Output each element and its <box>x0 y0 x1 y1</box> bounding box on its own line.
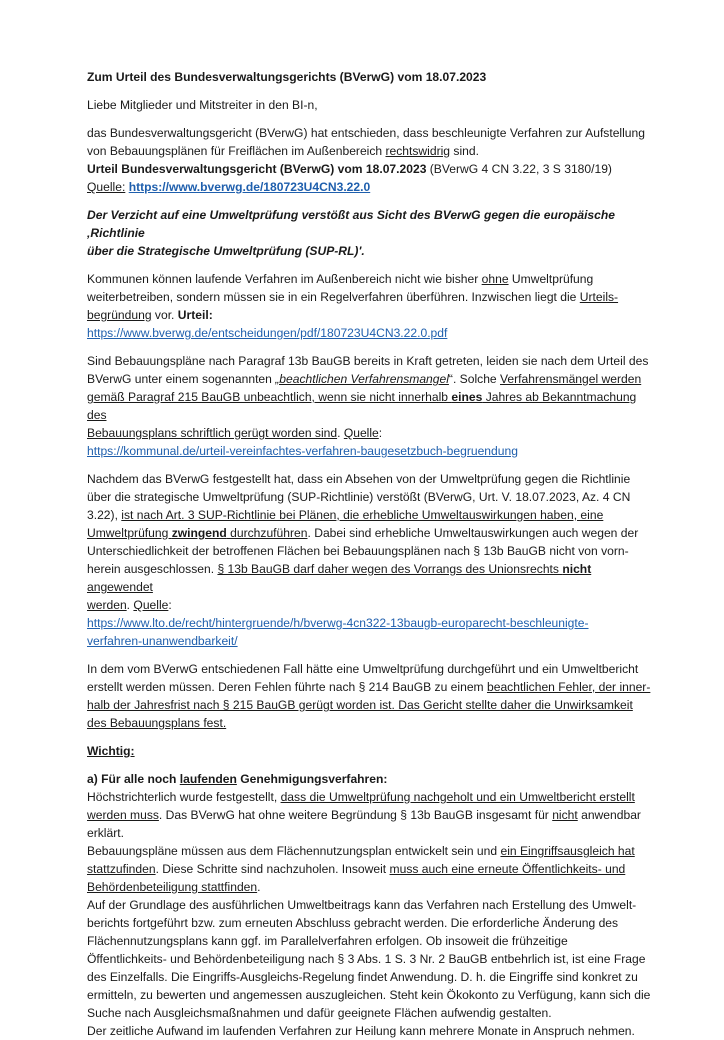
paragraph-intro: das Bundesverwaltungsgericht (BVerwG) hat entschieden, dass beschleunigte Verfahren zur Aufstellung von Bebauungsplänen für Freiflächen im Außenbereich rechtswidrig sind. Urteil Bundesverwaltungsgericht (BVerwG) vom 18.07.2023 (BVerwG 4 CN 3.22, 3 S 3180/19) Quelle: https://www.bverwg.de/180723U4CN3.22.0 <box>87 126 645 194</box>
lto-source-link-line1[interactable]: https://www.lto.de/recht/hintergruende/h/bverwg-4cn322-13baugb-europarecht-beschleunigte- <box>87 616 589 630</box>
quelle-label: Quelle: <box>87 180 126 194</box>
kommunal-source-link[interactable]: https://kommunal.de/urteil-vereinfachtes-verfahren-baugesetzbuch-begruendung <box>87 444 518 458</box>
section-a-heading: a) Für alle noch laufenden Genehmigungsverfahren: <box>87 772 388 786</box>
lto-source-link-line2[interactable]: verfahren-unanwendbarkeit/ <box>87 634 238 648</box>
paragraph-kommunen: Kommunen können laufende Verfahren im Außenbereich nicht wie bisher ohne Umweltprüfung weiterbetreiben, sondern müssen sie in ein Regelverfahren überführen. Inzwischen liegt die Urteils- begründung vor. Urteil: https://www.bverwg.de/entscheidungen/pdf/180723U4CN3.22.0.pdf <box>87 272 619 340</box>
document-title: Zum Urteil des Bundesverwaltungsgerichts (BVerwG) vom 18.07.2023 <box>87 70 487 84</box>
urteil-label: Urteil Bundesverwaltungsgericht (BVerwG) vom 18.07.2023 <box>87 162 427 176</box>
paragraph-emphasis: Der Verzicht auf eine Umweltprüfung verstößt aus Sicht des BVerwG gegen die europäische ‚Richtlinie über die Strategische Umweltprüfung (SUP-RL)'. <box>87 208 615 258</box>
underlined-rechtswidrig: rechtswidrig <box>385 144 451 158</box>
urteil-pdf-link[interactable]: https://www.bverwg.de/entscheidungen/pdf/180723U4CN3.22.0.pdf <box>87 326 448 340</box>
section-a: a) Für alle noch laufenden Genehmigungsverfahren: Höchstrichterlich wurde festgestellt, dass die Umweltprüfung nachgeholt und ein Umweltbericht erstellt werden muss. Das BVerwG hat ohne weitere Begründung § 13b BauGB insgesamt für nicht anwendbar erklärt. Bebauungspläne müssen aus dem Flächennutzungsplan entwickelt sein und ein Eingriffsausgleich hat stattzufinden. Diese Schritte sind nachzuholen. Insoweit muss auch eine erneute Öffentlichkeits- und Behördenbeteiligung stattfinden. Auf der Grundlage des ausführlichen Umweltbeitrags kann das Verfahren nach Erstellung des Umwelt- berichts fortgeführt bzw. zum erneuten Abschluss gebracht werden. Die erforderliche Änderung des Flächennutzungsplans kann ggf. im Parallelverfahren erfolgen. Ob insoweit die frühzeitige Öffentlichkeits- und Behördenbeteiligung nach § 3 Abs. 1 S. 3 Nr. 2 BauGB entbehrlich ist, ist eine Frage des Einzelfalls. Die Eingriffs-Ausgleichs-Regelung findet Anwendung. D. h. die Eingriffe sind konkret zu ermitteln, zu bewerten und angemessen auszugleichen. Steht kein Ökokonto zu Verfügung, kann sich die Suche nach Ausgleichsmaßnahmen und dafür geeignete Flächen aufwendig gestalten. Der zeitliche Aufwand im laufenden Verfahren zur Heilung kann mehrere Monate in Anspruch nehmen. <box>87 770 659 1040</box>
paragraph-entschiedener-fall: In dem vom BVerwG entschiedenen Fall hätte eine Umweltprüfung durchgeführt und ein Umweltbericht erstellt werden müssen. Deren Fehlen führte nach § 214 BauGB zu einem beachtlichen Fehler, der inner- halb der Jahresfrist nach § 215 BauGB gerügt worden ist. Das Gericht stellte daher die Unwirksamkeit des Bebauungsplans fest. <box>87 662 651 730</box>
paragraph-bebauungsplaene: Sind Bebauungspläne nach Paragraf 13b BauGB bereits in Kraft getreten, leiden sie nach dem Urteil des BVerwG unter einem sogenannten „beachtlichen Verfahrensmangel“. Solche Verfahrensmängel werden gemäß Paragraf 215 BauGB unbeachtlich, wenn sie nicht innerhalb eines Jahres ab Bekanntmachung des Bebauungsplans schriftlich gerügt worden sind. Quelle: https://kommunal.de/urteil-vereinfachtes-verfahren-baugesetzbuch-begruendung <box>87 354 649 458</box>
paragraph-sup-richtlinie: Nachdem das BVerwG festgestellt hat, dass ein Absehen von der Umweltprüfung gegen die Richtlinie über die strategische Umweltprüfung (SUP-Richtlinie) verstößt (BVerwG, Urt. V. 18.07.2023, Az. 4 CN 3.22), ist nach Art. 3 SUP-Richtlinie bei Plänen, die erhebliche Umweltauswirkungen haben, eine Umweltprüfung zwingend durchzuführen. Dabei sind erhebliche Umweltauswirkungen auch wegen der Unterschiedlichkeit der betroffenen Flächen bei Bebauungsplänen nach § 13b BauGB nicht von vorn- herein ausgeschlossen. § 13b BauGB darf daher wegen des Vorrangs des Unionsrechts nicht angewendet werden. Quelle: https://www.lto.de/recht/hintergruende/h/bverwg-4cn322-13baugb-europarecht-beschleunigte- verfahren-unanwendbarkeit/ <box>87 472 639 648</box>
document-page <box>87 60 659 1040</box>
wichtig-heading: Wichtig: <box>87 744 135 758</box>
greeting: Liebe Mitglieder und Mitstreiter in den BI-n, <box>87 98 318 112</box>
bverwg-source-link[interactable]: https://www.bverwg.de/180723U4CN3.22.0 <box>128 180 371 194</box>
